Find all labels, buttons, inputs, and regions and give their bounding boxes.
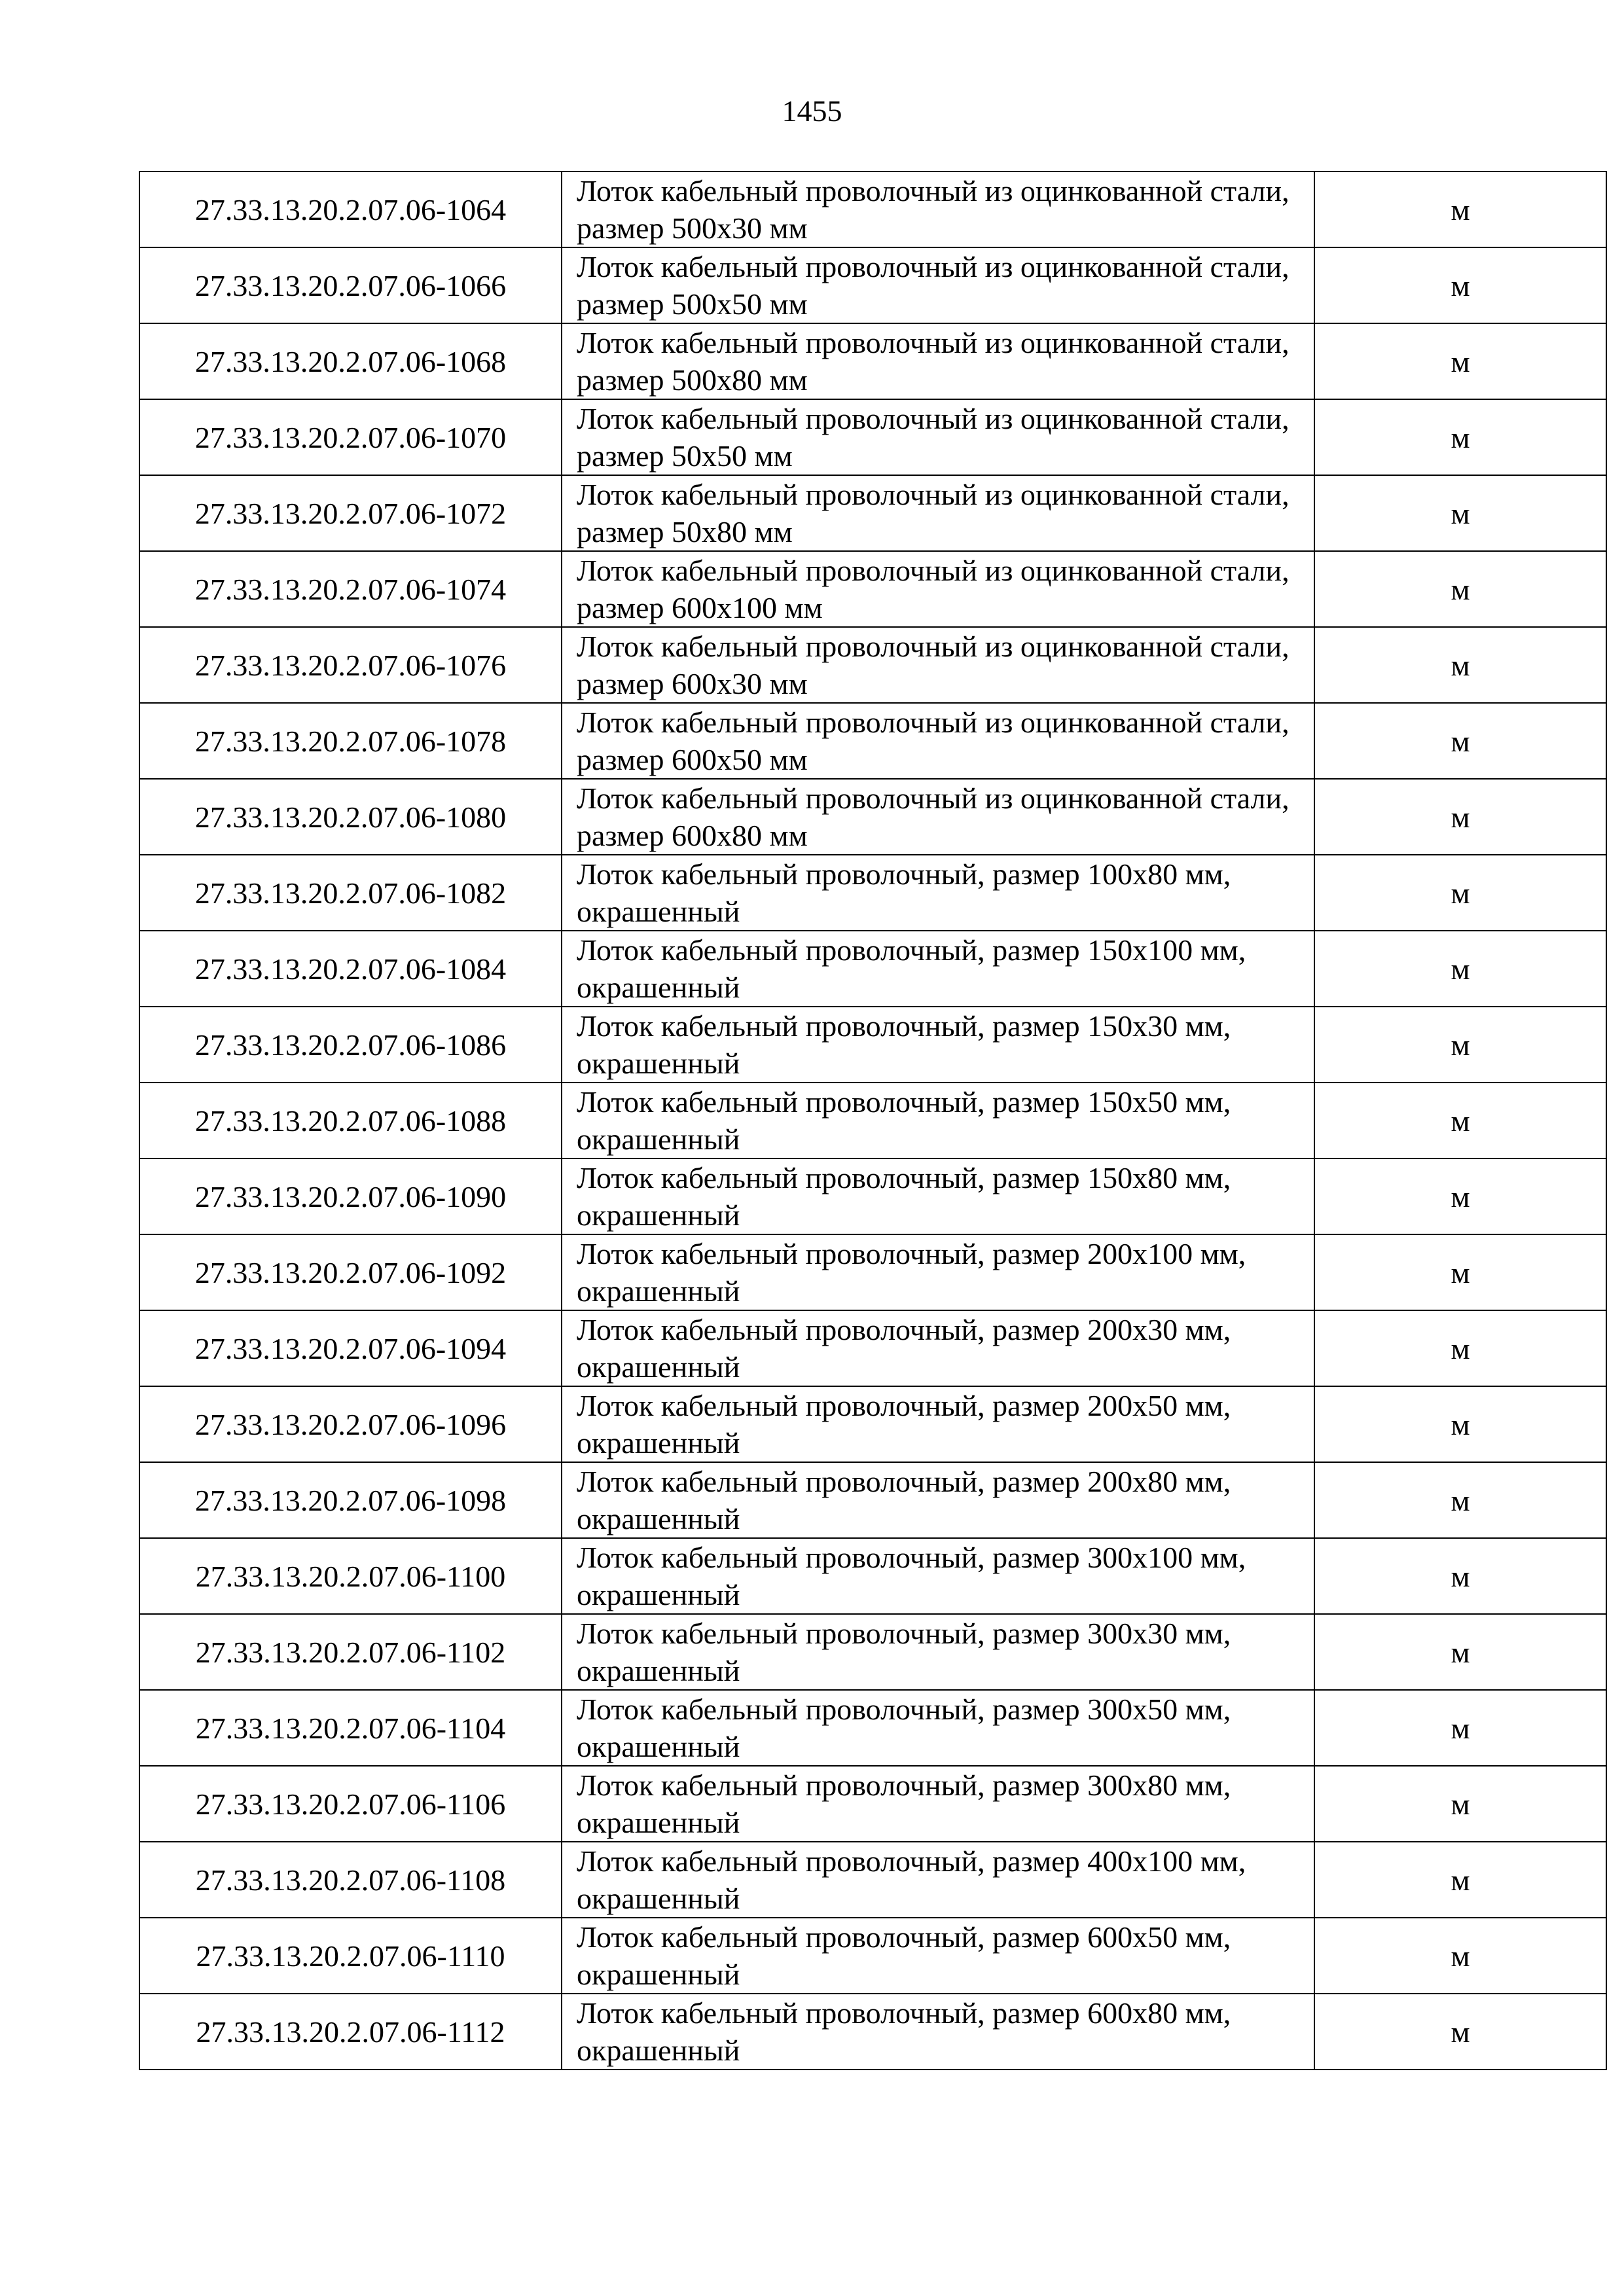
unit-cell: м [1314, 855, 1606, 931]
table-row [139, 855, 1606, 931]
unit-cell: м [1314, 1386, 1606, 1462]
unit-cell: м [1314, 1462, 1606, 1538]
code-cell: 27.33.13.20.2.07.06-1092 [139, 1234, 562, 1310]
table-row [139, 1766, 1606, 1842]
name-cell: Лоток кабельный проволочный из оцинкованной стали, размер 50х80 мм [562, 475, 1314, 551]
name-cell: Лоток кабельный проволочный, размер 600х80 мм, окрашенный [562, 1994, 1314, 2070]
code-cell: 27.33.13.20.2.07.06-1104 [139, 1690, 562, 1766]
table-row [139, 475, 1606, 551]
name-cell: Лоток кабельный проволочный, размер 200х80 мм, окрашенный [562, 1462, 1314, 1538]
code-cell: 27.33.13.20.2.07.06-1086 [139, 1007, 562, 1083]
code-cell: 27.33.13.20.2.07.06-1088 [139, 1083, 562, 1158]
table-row [139, 1083, 1606, 1158]
table-row [139, 247, 1606, 323]
table-row [139, 1007, 1606, 1083]
code-cell: 27.33.13.20.2.07.06-1110 [139, 1918, 562, 1994]
page-number: 1455 [782, 94, 842, 128]
unit-cell: м [1314, 1690, 1606, 1766]
unit-cell: м [1314, 247, 1606, 323]
unit-cell: м [1314, 1766, 1606, 1842]
code-cell: 27.33.13.20.2.07.06-1084 [139, 931, 562, 1007]
name-cell: Лоток кабельный проволочный из оцинкованной стали, размер 600х30 мм [562, 627, 1314, 703]
code-cell: 27.33.13.20.2.07.06-1066 [139, 247, 562, 323]
resource-table [139, 171, 1607, 2070]
code-cell: 27.33.13.20.2.07.06-1112 [139, 1994, 562, 2070]
unit-cell: м [1314, 1538, 1606, 1614]
name-cell: Лоток кабельный проволочный, размер 300х30 мм, окрашенный [562, 1614, 1314, 1690]
unit-cell: м [1314, 399, 1606, 475]
unit-cell: м [1314, 1918, 1606, 1994]
unit-cell: м [1314, 475, 1606, 551]
table-row [139, 1234, 1606, 1310]
unit-cell: м [1314, 1994, 1606, 2070]
table-row [139, 551, 1606, 627]
code-cell: 27.33.13.20.2.07.06-1068 [139, 323, 562, 399]
name-cell: Лоток кабельный проволочный из оцинкованной стали, размер 50х50 мм [562, 399, 1314, 475]
name-cell: Лоток кабельный проволочный из оцинкованной стали, размер 600х80 мм [562, 779, 1314, 855]
unit-cell: м [1314, 1614, 1606, 1690]
table-row [139, 1310, 1606, 1386]
table-row [139, 1690, 1606, 1766]
table-row [139, 1918, 1606, 1994]
unit-cell: м [1314, 1234, 1606, 1310]
name-cell: Лоток кабельный проволочный, размер 150х50 мм, окрашенный [562, 1083, 1314, 1158]
code-cell: 27.33.13.20.2.07.06-1096 [139, 1386, 562, 1462]
unit-cell: м [1314, 1007, 1606, 1083]
name-cell: Лоток кабельный проволочный, размер 100х80 мм, окрашенный [562, 855, 1314, 931]
name-cell: Лоток кабельный проволочный из оцинкованной стали, размер 600х50 мм [562, 703, 1314, 779]
name-cell: Лоток кабельный проволочный, размер 300х100 мм, окрашенный [562, 1538, 1314, 1614]
table-row [139, 1386, 1606, 1462]
table-row [139, 779, 1606, 855]
table-row [139, 1158, 1606, 1234]
table-row [139, 627, 1606, 703]
name-cell: Лоток кабельный проволочный, размер 150х80 мм, окрашенный [562, 1158, 1314, 1234]
name-cell: Лоток кабельный проволочный, размер 400х100 мм, окрашенный [562, 1842, 1314, 1918]
code-cell: 27.33.13.20.2.07.06-1078 [139, 703, 562, 779]
name-cell: Лоток кабельный проволочный, размер 300х50 мм, окрашенный [562, 1690, 1314, 1766]
table-row [139, 1994, 1606, 2070]
code-cell: 27.33.13.20.2.07.06-1108 [139, 1842, 562, 1918]
code-cell: 27.33.13.20.2.07.06-1082 [139, 855, 562, 931]
code-cell: 27.33.13.20.2.07.06-1072 [139, 475, 562, 551]
unit-cell: м [1314, 171, 1606, 247]
name-cell: Лоток кабельный проволочный, размер 200х100 мм, окрашенный [562, 1234, 1314, 1310]
code-cell: 27.33.13.20.2.07.06-1076 [139, 627, 562, 703]
table-row [139, 1614, 1606, 1690]
name-cell: Лоток кабельный проволочный из оцинкованной стали, размер 500х80 мм [562, 323, 1314, 399]
table-row [139, 1842, 1606, 1918]
code-cell: 27.33.13.20.2.07.06-1102 [139, 1614, 562, 1690]
code-cell: 27.33.13.20.2.07.06-1090 [139, 1158, 562, 1234]
unit-cell: м [1314, 627, 1606, 703]
code-cell: 27.33.13.20.2.07.06-1070 [139, 399, 562, 475]
unit-cell: м [1314, 551, 1606, 627]
unit-cell: м [1314, 779, 1606, 855]
unit-cell: м [1314, 1083, 1606, 1158]
name-cell: Лоток кабельный проволочный, размер 200х50 мм, окрашенный [562, 1386, 1314, 1462]
code-cell: 27.33.13.20.2.07.06-1100 [139, 1538, 562, 1614]
unit-cell: м [1314, 323, 1606, 399]
name-cell: Лоток кабельный проволочный, размер 200х30 мм, окрашенный [562, 1310, 1314, 1386]
name-cell: Лоток кабельный проволочный, размер 150х30 мм, окрашенный [562, 1007, 1314, 1083]
table-row [139, 931, 1606, 1007]
code-cell: 27.33.13.20.2.07.06-1098 [139, 1462, 562, 1538]
resource-table-body [139, 171, 1606, 2070]
name-cell: Лоток кабельный проволочный, размер 150х100 мм, окрашенный [562, 931, 1314, 1007]
table-row [139, 323, 1606, 399]
code-cell: 27.33.13.20.2.07.06-1106 [139, 1766, 562, 1842]
unit-cell: м [1314, 1310, 1606, 1386]
code-cell: 27.33.13.20.2.07.06-1064 [139, 171, 562, 247]
name-cell: Лоток кабельный проволочный из оцинкованной стали, размер 500х50 мм [562, 247, 1314, 323]
unit-cell: м [1314, 1158, 1606, 1234]
code-cell: 27.33.13.20.2.07.06-1074 [139, 551, 562, 627]
name-cell: Лоток кабельный проволочный из оцинкованной стали, размер 500х30 мм [562, 171, 1314, 247]
name-cell: Лоток кабельный проволочный из оцинкованной стали, размер 600х100 мм [562, 551, 1314, 627]
code-cell: 27.33.13.20.2.07.06-1094 [139, 1310, 562, 1386]
code-cell: 27.33.13.20.2.07.06-1080 [139, 779, 562, 855]
name-cell: Лоток кабельный проволочный, размер 600х50 мм, окрашенный [562, 1918, 1314, 1994]
table-row [139, 1538, 1606, 1614]
unit-cell: м [1314, 703, 1606, 779]
table-row [139, 171, 1606, 247]
table-row [139, 399, 1606, 475]
table-row [139, 1462, 1606, 1538]
unit-cell: м [1314, 1842, 1606, 1918]
table-row [139, 703, 1606, 779]
name-cell: Лоток кабельный проволочный, размер 300х80 мм, окрашенный [562, 1766, 1314, 1842]
unit-cell: м [1314, 931, 1606, 1007]
